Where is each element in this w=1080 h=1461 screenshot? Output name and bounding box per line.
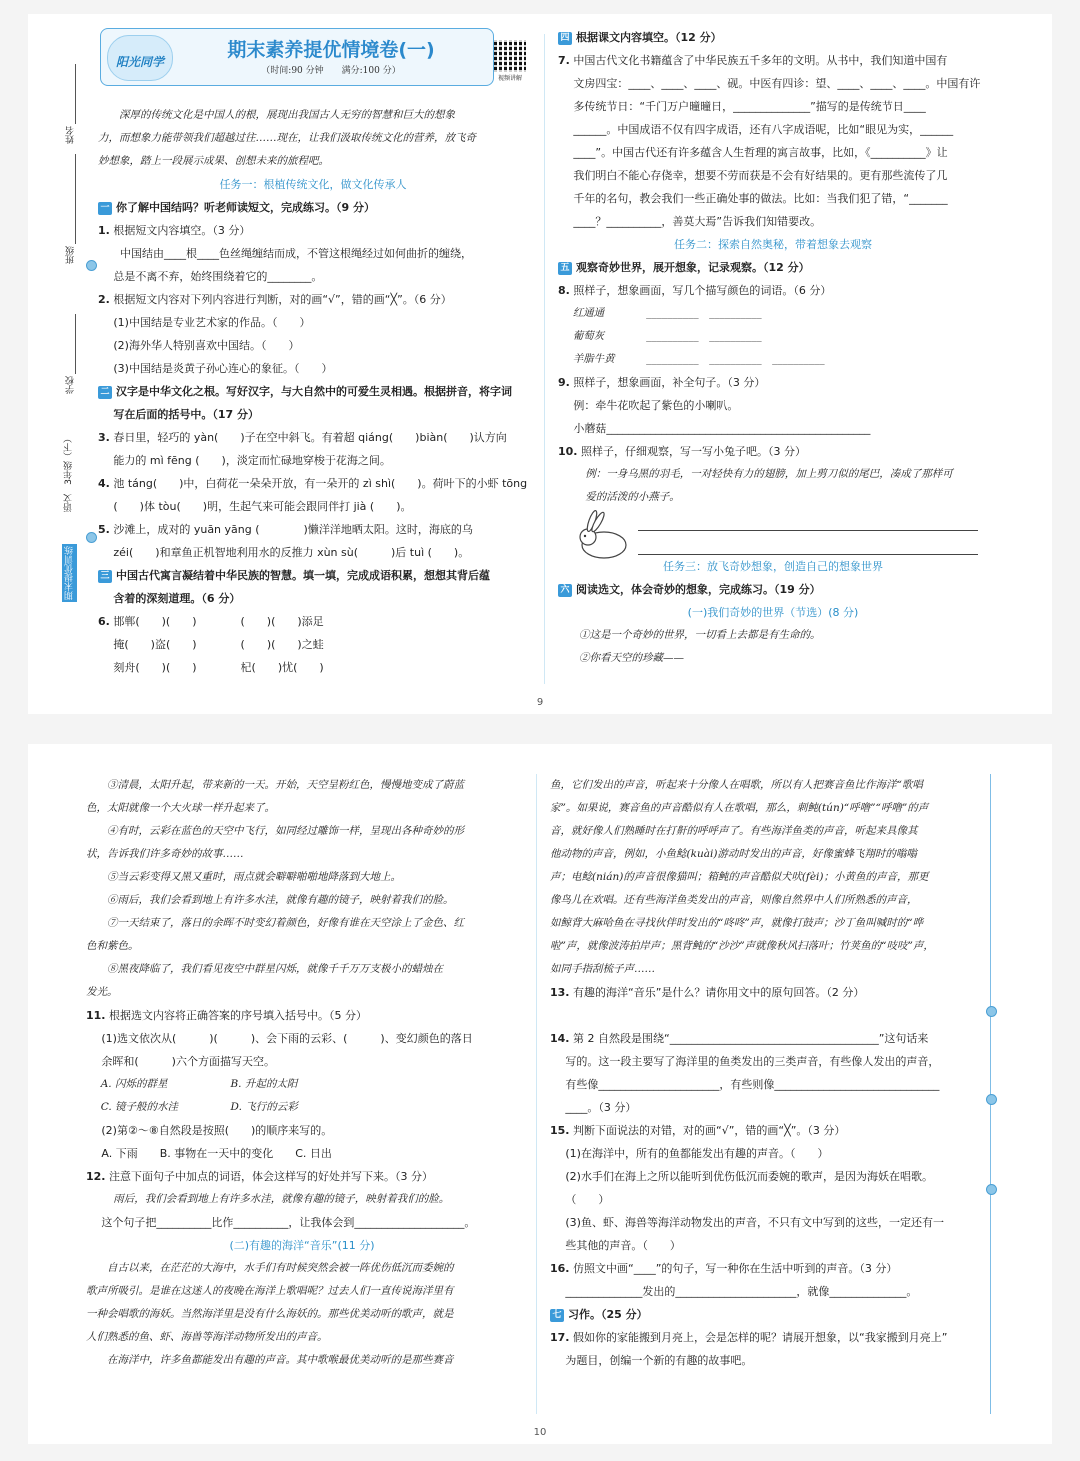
text-line: [550, 1165, 982, 1188]
line-text: 鱼，它们发出的声音，听起来十分像人在唱歌，所以有人把赛音鱼比作海洋“歌唱: [550, 779, 923, 791]
text-line: [550, 866, 982, 889]
section-heading: [98, 587, 528, 610]
line-text: ①这是一个奇妙的世界，一切看上去都是有生命的。: [579, 629, 821, 641]
question-number: 13.: [550, 986, 570, 999]
text-line: [98, 334, 528, 357]
line-text: ____？__________，善莫大焉”告诉我们知错要改。: [573, 215, 822, 228]
text-line: [86, 866, 518, 889]
text-line: [558, 417, 988, 440]
column-divider: [536, 774, 537, 1414]
school-label: 学校: [66, 376, 76, 394]
line-text: 阅读选文，体会奇妙的想象，完成练习。（19 分）: [576, 583, 821, 596]
question-line: [550, 981, 982, 1004]
text-line: [86, 1050, 518, 1073]
text-line: [550, 1349, 982, 1372]
line-text: 雨后，我们会看到地上有许多水洼，就像有趣的镜子，映射着我们的脸。: [113, 1193, 450, 1205]
line-text: 红通通 __________ __________: [572, 307, 762, 319]
exam-title: 期末素养提优情境卷(一): [227, 39, 435, 61]
text-line: [550, 1234, 982, 1257]
text-line: [98, 265, 528, 288]
line-text: 能力的 mì fēng ( )，淡定而忙碌地穿梭于花海之间。: [113, 454, 391, 467]
right-column: [550, 774, 982, 1372]
exam-page-10: [28, 744, 1052, 1444]
text-line: [98, 104, 528, 127]
line-text: ③清晨，太阳升起，带来新的一天。开始，天空呈粉红色，慢慢地变成了蔚蓝: [107, 779, 464, 791]
line-text: 注意下面句子中加点的词语，体会这样写的好处并写下来。（3 分）: [109, 1170, 433, 1183]
question-line: [550, 1257, 982, 1280]
line-text: (2)水手们在海上之所以能听到优伤低沉而委婉的歌声，是因为海妖在唱歌。: [565, 1170, 933, 1183]
text-line: [550, 774, 982, 797]
line-text: 习作。（25 分）: [568, 1308, 648, 1321]
line-text: C. 镜子般的水洼 D. 飞行的云彩: [100, 1101, 298, 1113]
exam-subtitle: （时间:90 分钟 满分:100 分）: [261, 66, 401, 76]
line-text: (1)在海洋中，所有的鱼都能发出有趣的声音。（ ）: [565, 1147, 829, 1160]
text-line: [98, 127, 528, 150]
left-column: [98, 104, 528, 679]
class-label: 班级: [66, 246, 76, 264]
section-number-badge: 一: [98, 202, 112, 215]
line-text: ____”。中国古代还有许多蕴含人生哲理的寓言故事，比如，《__________》让: [573, 146, 948, 159]
line-text: 状，告诉我们许多奇妙的故事……: [86, 848, 244, 860]
question-line: [558, 279, 988, 302]
text-line: [86, 820, 518, 843]
line-text: 照样子，想象画面，写几个描写颜色的词语。（6 分）: [573, 284, 832, 297]
line-text: 含着的深刻道理。（6 分）: [113, 592, 241, 605]
text-line: [86, 935, 518, 958]
line-text: 音，就好像人们熟睡时在打鼾的呼呼声了。有些海洋鱼类的声音，听起来具像其: [550, 825, 918, 837]
exam-header: [100, 28, 494, 86]
question-number: 5.: [98, 523, 110, 536]
question-line: [98, 426, 528, 449]
text-line: [86, 1280, 518, 1303]
text-line: [558, 72, 988, 95]
line-text: (二)有趣的海洋“音乐”(11 分): [229, 1239, 375, 1252]
task-heading: [98, 173, 528, 196]
line-text: 中国结由____根____色丝绳缠结而成，不管这根绳经过如何曲折的缠绕，: [120, 247, 472, 260]
text-line: [86, 1303, 518, 1326]
task-heading: [558, 601, 988, 624]
line-text: (3)中国结是炎黄子孙心连心的象征。（ ）: [113, 362, 333, 375]
text-line: [550, 820, 982, 843]
text-line: [86, 1188, 518, 1211]
subject-tag: 语文: [64, 494, 74, 512]
page-number: 9: [536, 697, 544, 708]
line-text: 根据选文内容将正确答案的序号填入括号中。（5 分）: [109, 1009, 367, 1022]
line-text: 葡萄灰 __________ __________: [572, 330, 762, 342]
line-text: ⑧黑夜降临了，我们看见夜空中群星闪烁，就像千千万万支极小的蜡烛在: [107, 963, 443, 975]
line-text: ②你看天空的珍藏——: [579, 652, 684, 664]
section-heading: [550, 1303, 982, 1326]
line-text: 啦”声，就像波涛拍岸声；黑背鲀的“沙沙”声就像秋风扫落叶；竹荚鱼的“吱吱”声，: [550, 940, 934, 952]
text-line: [98, 449, 528, 472]
question-number: 1.: [98, 224, 110, 237]
text-line: [86, 1027, 518, 1050]
question-number: 6.: [98, 615, 110, 628]
line-text: 有些像______________________，有些则像______________________________: [565, 1078, 940, 1091]
question-line: [98, 610, 528, 633]
line-text: 照样子，想象画面，补全句子。（3 分）: [573, 376, 766, 389]
line-text: 第 2 自然段是围绕“______________________________________”这句话来: [573, 1032, 929, 1045]
section-number-badge: 六: [558, 584, 572, 597]
line-text: ______________发出的______________________，就像______________。: [565, 1285, 918, 1298]
question-number: 16.: [550, 1262, 570, 1275]
question-line: [558, 440, 988, 463]
text-line: [550, 1280, 982, 1303]
line-text: 文房四宝：____、____、____、砚。中医有四诊：望、____、____、____。中国有许: [573, 77, 981, 90]
line-text: 中国古代寓言凝结着中华民族的智慧。填一填，完成成语积累，想想其背后蕴: [116, 569, 490, 582]
question-line: [98, 288, 528, 311]
section-heading: [558, 578, 988, 601]
line-text: 发光。: [86, 986, 118, 998]
question-line: [98, 219, 528, 242]
line-text: 他动物的声音，例如，小鱼鲶(kuài)游动时发出的声音，好像蜜蜂飞翔时的嗡嗡: [550, 848, 917, 860]
brand-tag: 期末提优训练: [62, 544, 77, 602]
left-column: [86, 774, 518, 1372]
question-number: 9.: [558, 376, 570, 389]
text-line: [86, 1257, 518, 1280]
text-line: [98, 242, 528, 265]
punch-hole: [86, 532, 97, 543]
line-text: 写在后面的括号中。（17 分）: [113, 408, 260, 421]
right-column: [558, 26, 988, 670]
gutter-line: [75, 314, 76, 374]
line-text: 色和紫色。: [86, 940, 139, 952]
text-line: [86, 889, 518, 912]
punch-hole: [86, 260, 97, 271]
question-number: 2.: [98, 293, 110, 306]
punch-hole: [986, 1094, 997, 1105]
line-text: 仿照文中画“____”的句子，写一种你在生活中听到的声音。（3 分）: [573, 1262, 898, 1275]
text-line: [550, 1211, 982, 1234]
text-line: [86, 1073, 518, 1096]
line-text: ④有时，云彩在蓝色的天空中飞行，如同经过雕饰一样，呈现出各种奇妙的形: [107, 825, 464, 837]
line-text: 根据短文内容对下列内容进行判断，对的画“√”，错的画“╳”。（6 分）: [113, 293, 452, 306]
text-line: [86, 912, 518, 935]
line-text: 歌声所吸引。是谁在这迷人的夜晚在海洋上歌唱呢？过去人们一直传说海洋里有: [86, 1285, 454, 1297]
section-number-badge: 五: [558, 262, 572, 275]
line-text: 你了解中国结吗？听老师读短文，完成练习。（9 分）: [116, 201, 375, 214]
question-number: 4.: [98, 477, 110, 490]
text-line: [86, 1119, 518, 1142]
line-text: 任务二：探索自然奥秘，带着想象去观察: [674, 238, 872, 251]
text-line: [558, 624, 988, 647]
text-line: [550, 797, 982, 820]
question-line: [558, 49, 988, 72]
rabbit-illustration: [574, 509, 630, 561]
line-text: A. 下雨 B. 事物在一天中的变化 C. 日出: [101, 1147, 332, 1160]
section-heading: [98, 564, 528, 587]
gutter-line: [75, 64, 76, 124]
task-heading: [86, 1234, 518, 1257]
text-line: [86, 981, 518, 1004]
question-number: 8.: [558, 284, 570, 297]
line-text: （ ）: [565, 1193, 610, 1206]
line-text: 一种会唱歌的海妖。当然海洋里是没有什么海妖的。那些优美动听的歌声，就是: [86, 1308, 454, 1320]
line-text: ( )体 tòu( )明，生起气来可能会跟同伴打 jià ( )。: [113, 500, 412, 513]
text-line: [558, 95, 988, 118]
question-number: 15.: [550, 1124, 570, 1137]
question-line: [86, 1004, 518, 1027]
text-line: [86, 1326, 518, 1349]
line-text: 这个句子把__________比作__________，让我体会到____________________。: [101, 1216, 476, 1229]
line-text: zéi( )和章鱼正机智地利用水的反推力 xùn sù( )后 tuì ( )。: [113, 546, 470, 559]
text-line: [558, 118, 988, 141]
line-text: ⑦一天结束了，落日的余晖不时变幻着颜色，好像有谁在天空涂上了金色、红: [107, 917, 464, 929]
text-line: [558, 348, 988, 371]
line-text: 中国古代文化书籍蕴含了中华民族五千多年的文明。从书中，我们知道中国有: [573, 54, 948, 67]
line-text: 春日里，轻巧的 yàn( )子在空中斜飞。有着超 qiáng( )biàn( )认方向: [113, 431, 507, 444]
line-text: 人们熟悉的鱼、虾、海兽等海洋动物所发出的声音。: [86, 1331, 328, 1343]
line-text: 刻舟( )( ) 杞( )忧( ): [113, 661, 324, 674]
line-text: 判断下面说法的对错，对的画“√”，错的画“╳”。（3 分）: [573, 1124, 846, 1137]
line-text: 力，而想象力能带领我们超越过往……现在，让我们汲取传统文化的营养，放飞奇: [98, 132, 476, 144]
section-number-badge: 二: [98, 386, 112, 399]
line-text: (一)我们奇妙的世界（节选）(8 分): [687, 606, 859, 619]
text-line: [550, 889, 982, 912]
text-line: [550, 1142, 982, 1165]
section-heading: [558, 256, 988, 279]
line-text: 有趣的海洋“音乐”是什么？请你用文中的原句回答。（2 分）: [573, 986, 865, 999]
question-number: 11.: [86, 1009, 106, 1022]
line-text: 例：牵牛花吹起了紫色的小喇叭。: [573, 399, 739, 412]
line-text: (3)鱼、虾、海兽等海洋动物发出的声音，不只有文中写到的这些，一定还有一: [565, 1216, 944, 1229]
text-line: [550, 1096, 982, 1119]
section-heading: [98, 380, 528, 403]
line-text: 多传统节日：“千门万户曈曈日，______________”描写的是传统节日____: [573, 100, 926, 113]
question-number: 7.: [558, 54, 570, 67]
question-line: [98, 518, 528, 541]
gutter-line: [75, 154, 76, 244]
line-text: 池 táng( )中，白荷花一朵朵开放，有一朵开的 zì shì( )。荷叶下的小虾 tōng: [113, 477, 528, 490]
text-line: [86, 1096, 518, 1119]
text-line: [86, 958, 518, 981]
line-text: 爱的活泼的小燕子。: [585, 491, 680, 503]
line-text: 自古以来，在茫茫的大海中，水手们有时候突然会被一阵优伤低沉而委婉的: [107, 1262, 454, 1274]
question-line: [558, 371, 988, 394]
question-line: [98, 472, 528, 495]
question-line: [86, 1165, 518, 1188]
line-text: ____。（3 分）: [565, 1101, 637, 1114]
question-number: 17.: [550, 1331, 570, 1344]
line-text: 声；电鲶(nián)的声音很像猫叫；箱鲀的声音酷似犬吠(fèi)；小黄鱼的声音，那更: [550, 871, 929, 883]
line-text: (1)选文依次从( )( )、会下雨的云彩、( )、变幻颜色的落日: [101, 1032, 473, 1045]
question-number: 10.: [558, 445, 578, 458]
line-text: 妙想象，踏上一段展示成果、创想未来的旅程吧。: [98, 155, 329, 167]
line-text: 掩( )盗( ) ( )( )之蛙: [113, 638, 324, 651]
qr-caption: 视频讲解: [497, 75, 522, 82]
text-line: [86, 774, 518, 797]
line-text: 家”。如果说，赛音鱼的声音酷似有人在歌唱，那么，刺鲀(tún)“呼噜”“呼噜”的声: [550, 802, 929, 814]
line-text: 例：一身乌黑的羽毛，一对轻快有力的翅膀，加上剪刀似的尾巴，凑成了那样可: [585, 468, 953, 480]
line-text: 任务一：根植传统文化，做文化传承人: [219, 178, 407, 191]
question-number: 12.: [86, 1170, 106, 1183]
section-heading: [558, 26, 988, 49]
line-text: 邯郸( )( ) ( )( )添足: [113, 615, 324, 628]
text-line: [98, 495, 528, 518]
grade-tag: 3年级（下）: [64, 434, 74, 485]
binding-gutter: [28, 14, 94, 714]
text-line: [558, 394, 988, 417]
line-text: 小蘑菇________________________________________________: [573, 422, 871, 435]
line-text: 照样子，仔细观察，写一写小兔子吧。（3 分）: [581, 445, 806, 458]
line-text: 像鸟儿在欢唱。还有些海洋鱼类发出的声音，则像自然界中人们所熟悉的声音，: [550, 894, 918, 906]
text-line: [550, 912, 982, 935]
section-heading: [98, 196, 528, 219]
line-text: 我们明白不能心存侥幸，想要不劳而获是不会有好结果的。更有那些流传了几: [573, 169, 948, 182]
section-number-badge: 三: [98, 570, 112, 583]
line-text: 汉字是中华文化之根。写好汉字，与大自然中的可爱生灵相遇。根据拼音，将字词: [116, 385, 512, 398]
line-text: 深厚的传统文化是中国人的根，展现出我国古人无穷的智慧和巨大的想象: [119, 109, 455, 121]
line-text: 余晖和( )六个方面描写天空。: [101, 1055, 275, 1068]
name-label: 姓名: [66, 126, 76, 144]
line-text: 色，太阳就像一个大火球一样升起来了。: [86, 802, 275, 814]
text-line: [558, 164, 988, 187]
line-text: 如鲸背大麻哈鱼在寻找伙伴时发出的“咚咚”声，就像打鼓声；沙丁鱼叫喊时的“哗: [550, 917, 924, 929]
line-text: 写的。这一段主要写了海洋里的鱼类发出的三类声音，有些像人发出的声音，: [565, 1055, 940, 1068]
line-text: 如同手指刮梳子声……: [550, 963, 655, 975]
line-text: 些其他的声音。（ ）: [565, 1239, 681, 1252]
text-line: [558, 141, 988, 164]
text-line: [98, 633, 528, 656]
exam-page-9: [28, 14, 1052, 714]
brand-logo: 阳光同学: [107, 35, 173, 81]
text-line: [558, 486, 988, 509]
text-line: [558, 325, 988, 348]
line-text: ⑥雨后，我们会看到地上有许多水洼，就像有趣的镜子，映射着我们的脸。: [107, 894, 454, 906]
text-line: [550, 1188, 982, 1211]
text-line: [550, 1073, 982, 1096]
text-line: [86, 1211, 518, 1234]
text-line: [550, 1004, 982, 1027]
text-line: [98, 656, 528, 679]
line-text: 假如你的家能搬到月亮上，会是怎样的呢？请展开想象，以“我家搬到月亮上”: [573, 1331, 948, 1344]
text-line: [550, 843, 982, 866]
line-text: A. 闪烁的群星 B. 升起的太阳: [100, 1078, 298, 1090]
line-text: 观察奇妙世界，展开想象，记录观察。（12 分）: [576, 261, 810, 274]
section-number-badge: 七: [550, 1309, 564, 1322]
line-text: (1)中国结是专业艺术家的作品。（ ）: [113, 316, 311, 329]
text-line: [86, 843, 518, 866]
text-line: [98, 150, 528, 173]
text-line: [86, 797, 518, 820]
text-line: [550, 1050, 982, 1073]
text-line: [98, 311, 528, 334]
line-text: 任务三：放飞奇妙想象，创造自己的想象世界: [663, 560, 883, 573]
task-heading: [558, 233, 988, 256]
text-line: [558, 647, 988, 670]
line-text: 为题目，创编一个新的有趣的故事吧。: [565, 1354, 753, 1367]
text-line: [98, 541, 528, 564]
text-line: [550, 935, 982, 958]
punch-hole: [986, 1184, 997, 1195]
question-line: [550, 1027, 982, 1050]
section-heading: [98, 403, 528, 426]
line-text: 总是不离不弃，始终围绕着它的________。: [113, 270, 323, 283]
line-text: 根据课文内容填空。（12 分）: [576, 31, 722, 44]
line-text: 根据短文内容填空。（3 分）: [113, 224, 251, 237]
section-number-badge: 四: [558, 32, 572, 45]
text-line: [550, 958, 982, 981]
line-text: ______。中国成语不仅有四字成语，还有八字成语呢，比如“眼见为实，______: [573, 123, 954, 136]
line-text: 羊脂牛黄 __________ __________ __________: [572, 353, 825, 365]
line-text: (2)海外华人特别喜欢中国结。（ ）: [113, 339, 300, 352]
text-line: [98, 357, 528, 380]
line-text: 在海洋中，许多鱼都能发出有趣的声音。其中歌喉最优美动听的是那些赛音: [107, 1354, 454, 1366]
line-text: ⑤当云彩变得又黑又重时，雨点就会噼噼啪啪地降落到大地上。: [107, 871, 401, 883]
question-number: 14.: [550, 1032, 570, 1045]
answer-line[interactable]: [638, 530, 978, 531]
text-line: [86, 1142, 518, 1165]
line-text: (2)第②～⑧自然段是按照( )的顺序来写的。: [101, 1124, 333, 1137]
question-line: [550, 1119, 982, 1142]
text-line: [558, 302, 988, 325]
page-number: 10: [533, 1427, 547, 1438]
text-line: [558, 210, 988, 233]
text-line: [86, 1349, 518, 1372]
text-line: [558, 463, 988, 486]
line-text: 沙滩上，成对的 yuān yāng ( )懒洋洋地晒太阳。这时，海底的乌: [113, 523, 473, 536]
punch-hole: [986, 1006, 997, 1017]
question-line: [550, 1326, 982, 1349]
answer-line[interactable]: [638, 554, 978, 555]
qr-code-icon[interactable]: [494, 40, 526, 72]
line-text: 千年的名句，教会我们一些正确处事的做法。比如：当我们犯了错，“_______: [573, 192, 948, 205]
text-line: [558, 187, 988, 210]
question-number: 3.: [98, 431, 110, 444]
column-divider: [544, 34, 545, 684]
